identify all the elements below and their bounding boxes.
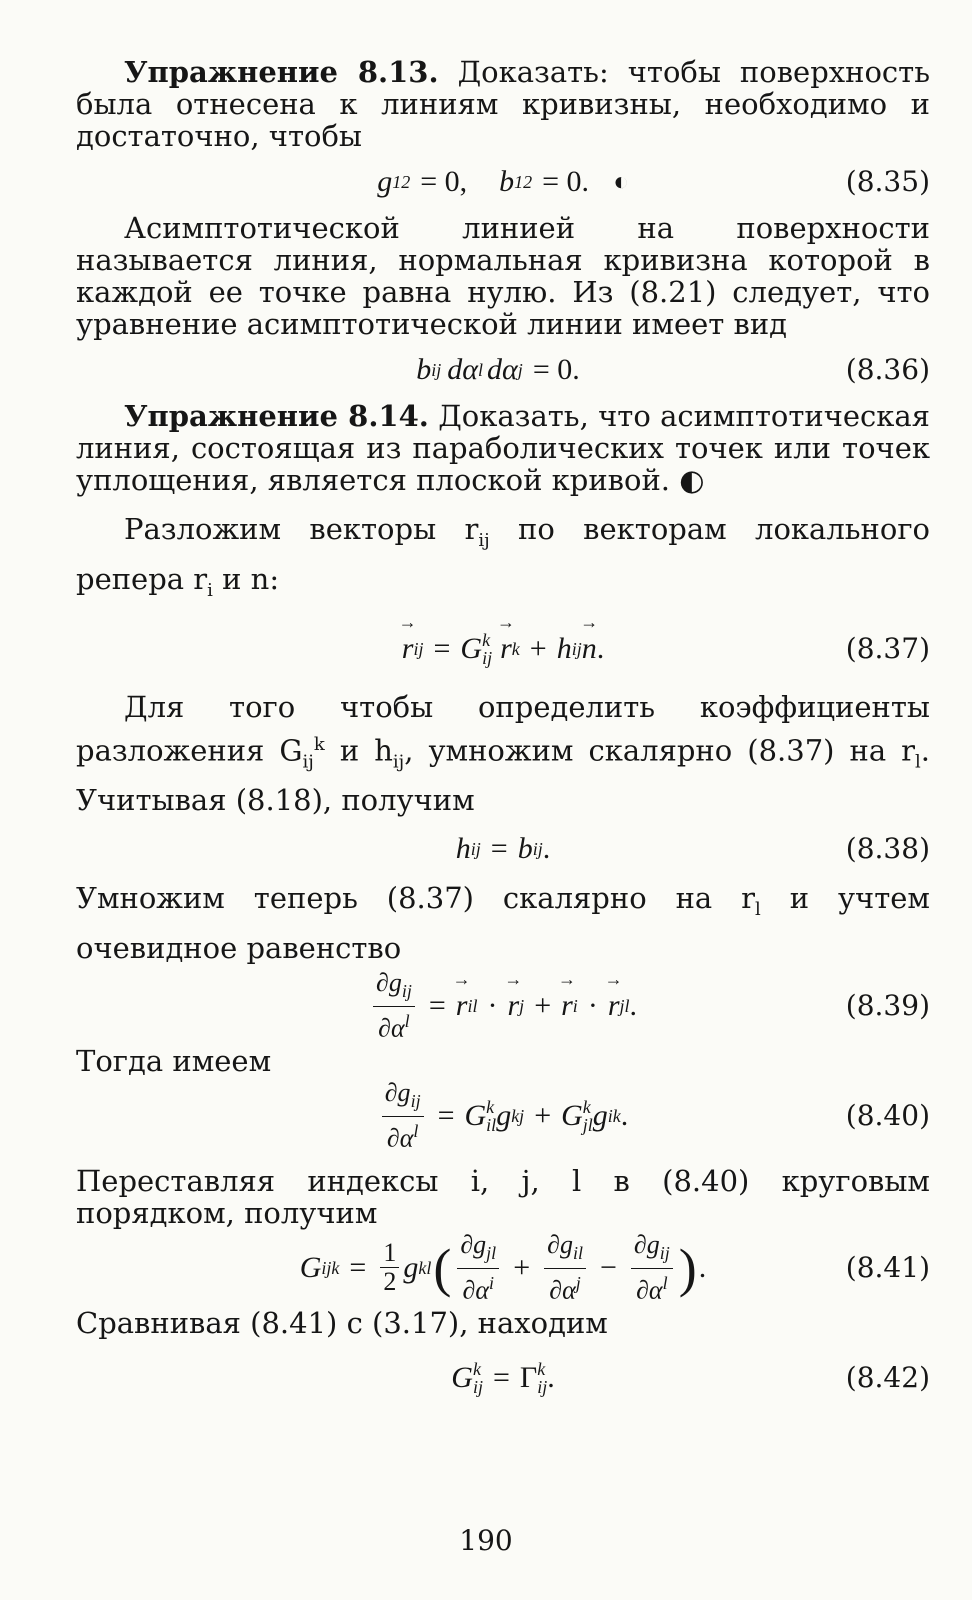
- eq-term: .: [596, 631, 605, 665]
- eq-term: G: [460, 631, 483, 665]
- fraction-numerator: [631, 1231, 673, 1268]
- eq-indices: [537, 1360, 547, 1396]
- eq-term: dα: [487, 353, 518, 386]
- eq-sup: k: [482, 629, 491, 650]
- text-sub: i: [207, 579, 213, 601]
- exercise-8-14: [76, 400, 930, 496]
- eq-term: b: [416, 353, 432, 386]
- eq-term: ∂g: [460, 1230, 487, 1260]
- eq-sub: jl: [619, 995, 630, 1016]
- text-sub: l: [755, 898, 761, 920]
- eq-indices: [486, 1098, 496, 1134]
- fraction: [373, 969, 415, 1042]
- vector-r: → r: [500, 633, 512, 665]
- eq-term: .: [547, 1360, 555, 1394]
- eq-sub: ij: [321, 1257, 332, 1278]
- equation-number: (8.42): [845, 1360, 930, 1394]
- vector-n: → n: [582, 633, 597, 665]
- eq-sup: k: [331, 1257, 340, 1278]
- eq-sub: il: [572, 1243, 583, 1264]
- eq-term: g: [377, 165, 393, 198]
- eq-term: .: [620, 1098, 629, 1132]
- page-number: 190: [459, 1524, 513, 1557]
- eq-term: = 0.: [532, 353, 580, 386]
- eq-term: b: [517, 832, 533, 866]
- eq-operator: +: [513, 1250, 531, 1284]
- text-run: , умножим скалярно (8.37) на r: [404, 733, 916, 768]
- eq-operator: +: [534, 1098, 552, 1132]
- fraction-denominator: [384, 1117, 422, 1153]
- fraction-denominator: [375, 1007, 413, 1043]
- equation-number: (8.39): [845, 988, 930, 1022]
- eq-indices: [482, 631, 492, 667]
- equation-8-40: [76, 1077, 930, 1155]
- text-run: Разложим векторы r: [124, 512, 479, 546]
- eq-sub: k: [511, 638, 520, 659]
- vector-r: → r: [402, 633, 414, 665]
- eq-sub: il: [486, 1114, 497, 1135]
- eq-sub: ik: [607, 1105, 621, 1126]
- fraction: [544, 1231, 586, 1304]
- eq-sub: 12: [514, 172, 533, 192]
- equation-8-35: [76, 152, 930, 212]
- fraction-numerator: [373, 969, 415, 1006]
- eq-sup: k: [582, 1096, 591, 1117]
- eq-sub: ij: [472, 1376, 483, 1397]
- eq-sup: k: [472, 1358, 481, 1379]
- eq-term: ∂α: [636, 1275, 663, 1305]
- eq-sup: j: [575, 1272, 581, 1293]
- eq-term: .: [698, 1250, 707, 1284]
- exercise-8-13: [76, 56, 930, 152]
- eq-term: g: [403, 1250, 419, 1284]
- eq-term: ∂α: [549, 1275, 576, 1305]
- fraction-numerator: [544, 1231, 586, 1268]
- vector-r: → r: [561, 990, 573, 1022]
- eq-term: g: [592, 1098, 608, 1132]
- eq-indices: [473, 1360, 483, 1396]
- eq-sub: jl: [582, 1114, 593, 1135]
- text-run: и n:: [212, 561, 280, 596]
- eq-term: G: [464, 1098, 487, 1132]
- eq-term: ∂g: [547, 1230, 573, 1260]
- fraction: [457, 1231, 499, 1304]
- equation-number: (8.38): [845, 832, 930, 866]
- eq-term: Γ: [519, 1360, 538, 1394]
- eq-sup: l: [404, 1010, 410, 1031]
- equation-8-42: [76, 1339, 930, 1417]
- exercise-text: Доказать, что асимптотическая линия, состоящая из параболических точек или точек уплощения, является плоской кривой.: [76, 399, 930, 497]
- text-run: . Учитывая (8.18), получим: [76, 733, 930, 818]
- eq-sup: j: [517, 360, 523, 380]
- eq-term: ∂α: [378, 1013, 405, 1043]
- text-run: Умножим теперь (8.37) скалярно на r: [76, 881, 756, 916]
- vector-r: → r: [456, 990, 468, 1022]
- eq-term: h: [556, 631, 572, 665]
- equation-number: (8.41): [845, 1250, 930, 1284]
- eq-sup: k: [537, 1358, 546, 1379]
- eq-operator: =: [490, 832, 508, 866]
- eq-term: ∂g: [633, 1230, 660, 1260]
- fraction-denominator: [633, 1269, 671, 1305]
- eq-sub: ij: [482, 647, 493, 668]
- eq-term: .: [542, 832, 551, 866]
- text-sub: ij: [302, 751, 314, 773]
- equation-number: (8.36): [845, 353, 930, 386]
- equation-8-41: [76, 1229, 930, 1307]
- eq-operator: =: [437, 1098, 455, 1132]
- eq-sub: ij: [401, 981, 412, 1002]
- eq-sub: ij: [659, 1243, 670, 1264]
- eq-indices: [583, 1098, 593, 1134]
- eq-sup: l: [413, 1120, 419, 1141]
- fraction: [631, 1231, 673, 1304]
- eq-sub: il: [467, 995, 478, 1016]
- fraction-denominator: [459, 1269, 497, 1305]
- fraction-denominator: [546, 1269, 584, 1305]
- equation-8-36: [76, 340, 930, 400]
- eq-operator: ·: [487, 988, 498, 1022]
- eq-sup: kl: [418, 1257, 432, 1278]
- exercise-title: Упражнение 8.13.: [124, 55, 439, 89]
- eq-sub: jl: [486, 1243, 497, 1264]
- eq-sub: 12: [392, 172, 411, 192]
- eq-operator: +: [529, 631, 547, 665]
- eq-operator: +: [534, 988, 552, 1022]
- paragraph-decompose: [76, 510, 930, 610]
- paragraph-asymptotic: Асимптотической линией на поверхности называется линия, нормальная кривизна которой в каждой ее точке равна нулю. Из (8.21) следует, что уравнение асимптотической линии имеет вид: [76, 211, 930, 341]
- fraction-numerator: [382, 1079, 424, 1116]
- eq-term: ∂α: [462, 1275, 489, 1305]
- equation-8-39: [76, 967, 930, 1045]
- eq-term: ∂g: [384, 1078, 411, 1108]
- text-run: и h: [324, 733, 393, 768]
- eq-sub: ij: [537, 1376, 548, 1397]
- eq-sub: ij: [571, 638, 582, 659]
- eq-term: = 0,: [420, 165, 468, 198]
- equation-number: (8.40): [845, 1098, 930, 1132]
- fraction-numerator: 1: [380, 1239, 399, 1268]
- eq-term: dα: [447, 353, 479, 386]
- vector-r: → r: [507, 990, 519, 1022]
- eq-sub: kj: [511, 1105, 525, 1126]
- exercise-title: Упражнение 8.14.: [124, 399, 429, 433]
- eq-term: b: [499, 165, 515, 198]
- eq-operator: =: [433, 631, 451, 665]
- eq-sup: l: [662, 1272, 668, 1293]
- text-sub: ij: [392, 751, 405, 773]
- paragraph-compare: Сравнивая (8.41) с (3.17), находим: [76, 1305, 608, 1340]
- equation-number: (8.35): [845, 165, 930, 198]
- eq-term: G: [451, 1360, 473, 1394]
- eq-term: ∂g: [375, 968, 402, 998]
- text-sub: ij: [478, 529, 490, 551]
- eq-term: h: [455, 832, 471, 866]
- eq-sub: ij: [532, 839, 543, 860]
- eq-operator: =: [428, 988, 446, 1022]
- eq-term: G: [561, 1098, 583, 1132]
- eq-term: g: [496, 1098, 512, 1132]
- text-run: и учтем очевидное равенство: [76, 881, 930, 965]
- text-run: по векторам локального репера r: [76, 512, 930, 596]
- right-paren: ): [678, 1237, 697, 1298]
- text-sub: l: [915, 751, 921, 773]
- vector-r: → r: [608, 990, 620, 1022]
- eq-operator: =: [349, 1250, 367, 1284]
- equation-number: (8.37): [845, 631, 930, 665]
- text-run: Для того чтобы определить коэффициенты разложения G: [76, 689, 930, 768]
- eq-operator: −: [599, 1250, 617, 1284]
- eq-term: ∂α: [386, 1123, 414, 1153]
- paragraph-then: Тогда имеем: [76, 1043, 272, 1078]
- eq-sup: l: [478, 360, 484, 380]
- eq-sub: i: [572, 995, 578, 1016]
- fraction-denominator: 2: [383, 1267, 397, 1297]
- eq-sub: ij: [410, 1091, 421, 1112]
- eq-sub: ij: [470, 839, 481, 860]
- exercise-text: Доказать: чтобы поверхность была отнесена к линиям кривизны, необходимо и достаточно, чтобы: [76, 55, 930, 153]
- paragraph-permute: Переставляя индексы i, j, l в (8.40) круговым порядком, получим: [76, 1163, 930, 1230]
- half-circle-icon: ◐: [613, 167, 629, 196]
- text-sup: k: [313, 733, 325, 755]
- eq-sub: ij: [413, 638, 424, 659]
- eq-term: = 0.: [542, 165, 590, 198]
- eq-sup: i: [488, 1272, 494, 1293]
- eq-term: .: [629, 988, 638, 1022]
- eq-sup: k: [486, 1096, 495, 1117]
- fraction-numerator: [457, 1231, 499, 1268]
- left-paren: (: [433, 1237, 452, 1298]
- eq-operator: ·: [587, 988, 598, 1022]
- eq-term: G: [299, 1250, 322, 1284]
- paragraph-multiply: [76, 879, 930, 967]
- eq-operator: =: [492, 1360, 510, 1394]
- equation-8-38: [76, 819, 930, 879]
- paragraph-coefficients: [76, 688, 930, 819]
- half-circle-icon: ◐: [679, 463, 705, 497]
- equation-8-37: [76, 610, 930, 688]
- eq-sub: ij: [431, 360, 442, 380]
- fraction-half: [380, 1239, 399, 1296]
- eq-sub: j: [519, 995, 525, 1016]
- fraction: [382, 1079, 424, 1152]
- page-content: [76, 56, 930, 1417]
